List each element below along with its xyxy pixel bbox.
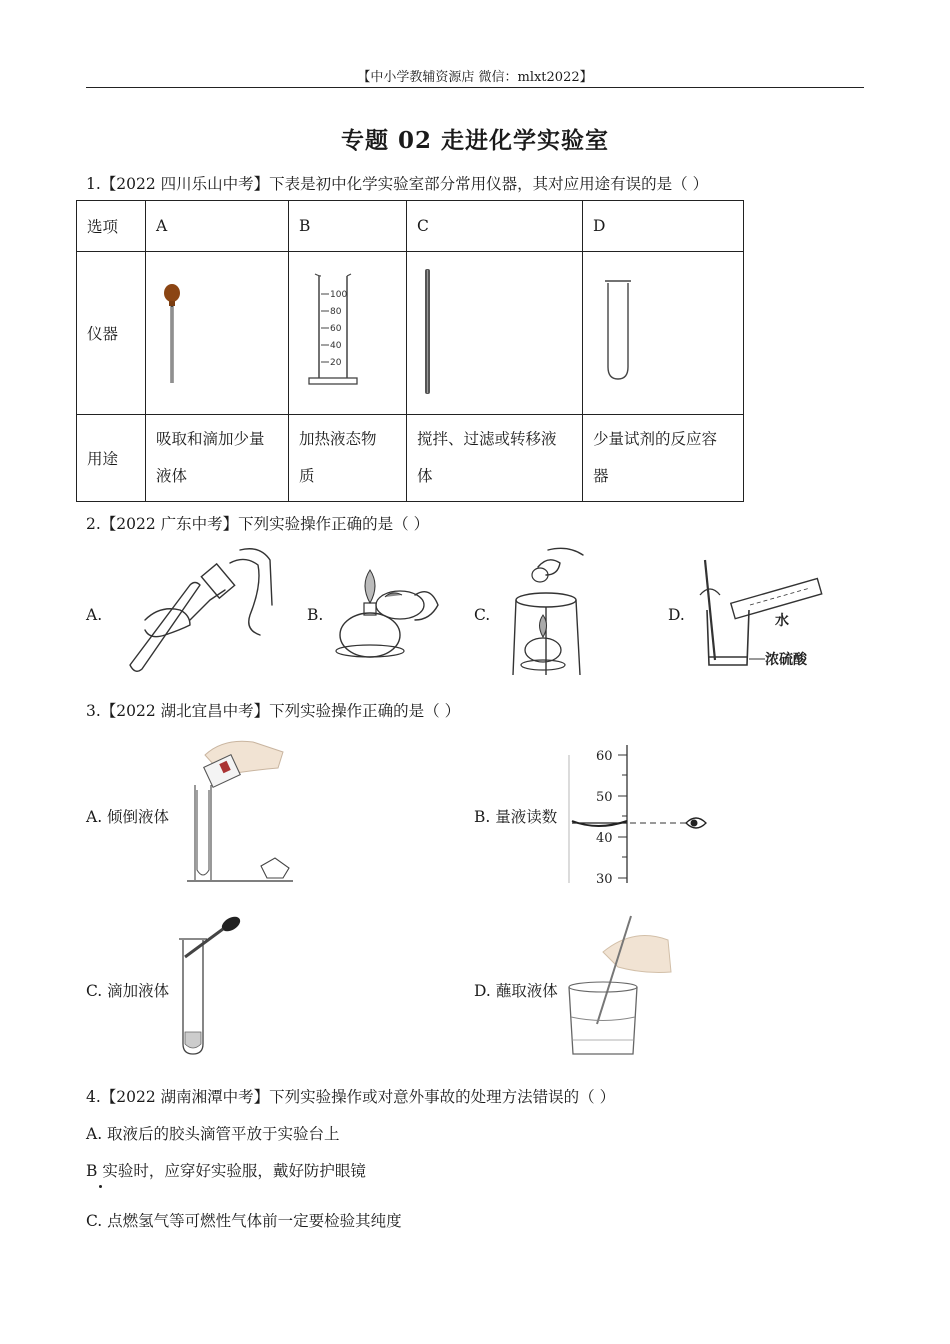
scale-tick: 60 <box>596 749 613 764</box>
table-header-row <box>77 201 744 252</box>
usage-line: 少量试剂的反应容 <box>593 430 718 448</box>
q3-option-b: B. 量液读数 <box>474 808 558 826</box>
usage-line: 体 <box>417 467 433 485</box>
q1-instrument-table <box>76 200 744 502</box>
q2-option-d: D. <box>668 606 685 624</box>
diluting-acid-illustration <box>695 555 835 670</box>
usage-line: 吸取和滴加少量 <box>156 430 265 448</box>
q2-option-b: B. <box>307 606 324 624</box>
q4-option-c: C. 点燃氢气等可燃性气体前一定要检验其纯度 <box>86 1212 402 1230</box>
q4-option-b: B 实验时，应穿好实验服，戴好防护眼镜 <box>86 1162 366 1180</box>
q4-stem: 4.【2022 湖南湘潭中考】下列实验操作或对意外事故的处理方法错误的（ ） <box>86 1088 616 1106</box>
instrument-cell-d <box>583 252 744 415</box>
header-cell: C <box>407 201 583 252</box>
dipping-rod-illustration <box>563 912 678 1062</box>
evaporating-dish-illustration <box>498 545 593 680</box>
usage-line: 搅拌、过滤或转移液 <box>417 430 557 448</box>
usage-cell-d <box>583 415 744 502</box>
eye-icon <box>691 820 698 827</box>
page-header: 【中小学教辅资源店 微信：mlxt2022】 <box>357 70 593 85</box>
scale-tick: 40 <box>596 831 613 846</box>
cylinder-tick: 60 <box>330 324 342 334</box>
header-cell: A <box>146 201 289 252</box>
acid-label: 浓硫酸 <box>765 652 807 668</box>
usage-line: 加热液态物 <box>299 430 377 448</box>
row-label-instrument: 仪器 <box>77 252 146 415</box>
scale-tick: 50 <box>596 790 613 805</box>
instrument-cell-a <box>146 252 289 415</box>
instrument-cell-c <box>407 252 583 415</box>
header-cell: 选项 <box>77 201 146 252</box>
test-tube-icon <box>593 271 643 391</box>
q2-stem: 2.【2022 广东中考】下列实验操作正确的是（ ） <box>86 515 430 533</box>
cylinder-tick: 40 <box>330 341 342 351</box>
q3-option-c: C. 滴加液体 <box>86 982 170 1000</box>
header-cell: D <box>583 201 744 252</box>
dropper-icon <box>156 271 216 391</box>
instrument-cell-b <box>289 252 407 415</box>
q3-option-d: D. 蘸取液体 <box>474 982 558 1000</box>
stray-dot <box>99 1185 102 1188</box>
pouring-hands-illustration <box>120 545 280 675</box>
measuring-cylinder-reading-illustration <box>538 743 718 888</box>
dropping-liquid-illustration <box>175 912 250 1057</box>
cylinder-tick: 100 <box>330 290 348 300</box>
usage-cell-a <box>146 415 289 502</box>
header-cell: B <box>289 201 407 252</box>
cylinder-tick: 20 <box>330 358 342 368</box>
q3-stem: 3.【2022 湖北宜昌中考】下列实验操作正确的是（ ） <box>86 702 461 720</box>
q3-option-a: A. 倾倒液体 <box>86 808 170 826</box>
q1-stem: 1.【2022 四川乐山中考】下表是初中化学实验室部分常用仪器，其对应用途有误的是（ ） <box>86 175 709 193</box>
q4-option-a: A. 取液后的胶头滴管平放于实验台上 <box>86 1125 340 1143</box>
header-divider <box>86 87 864 88</box>
page-title: 专题 02 走进化学实验室 <box>340 127 610 154</box>
table-row-usage <box>77 415 744 502</box>
usage-cell-b <box>289 415 407 502</box>
glass-rod-icon <box>417 264 457 399</box>
scale-tick: 30 <box>596 872 613 887</box>
cylinder-tick: 80 <box>330 307 342 317</box>
alcohol-lamp-lighting-illustration <box>330 565 440 665</box>
q2-option-c: C. <box>474 606 491 624</box>
usage-line: 器 <box>593 467 609 485</box>
usage-cell-c <box>407 415 583 502</box>
row-label-usage: 用途 <box>77 415 146 502</box>
usage-line: 液体 <box>156 467 188 485</box>
q2-option-a: A. <box>86 606 103 624</box>
water-label: 水 <box>775 613 789 629</box>
usage-line: 质 <box>299 467 315 485</box>
table-row-instruments <box>77 252 744 415</box>
pouring-liquid-illustration <box>183 730 298 885</box>
graduated-cylinder-icon <box>299 266 369 396</box>
